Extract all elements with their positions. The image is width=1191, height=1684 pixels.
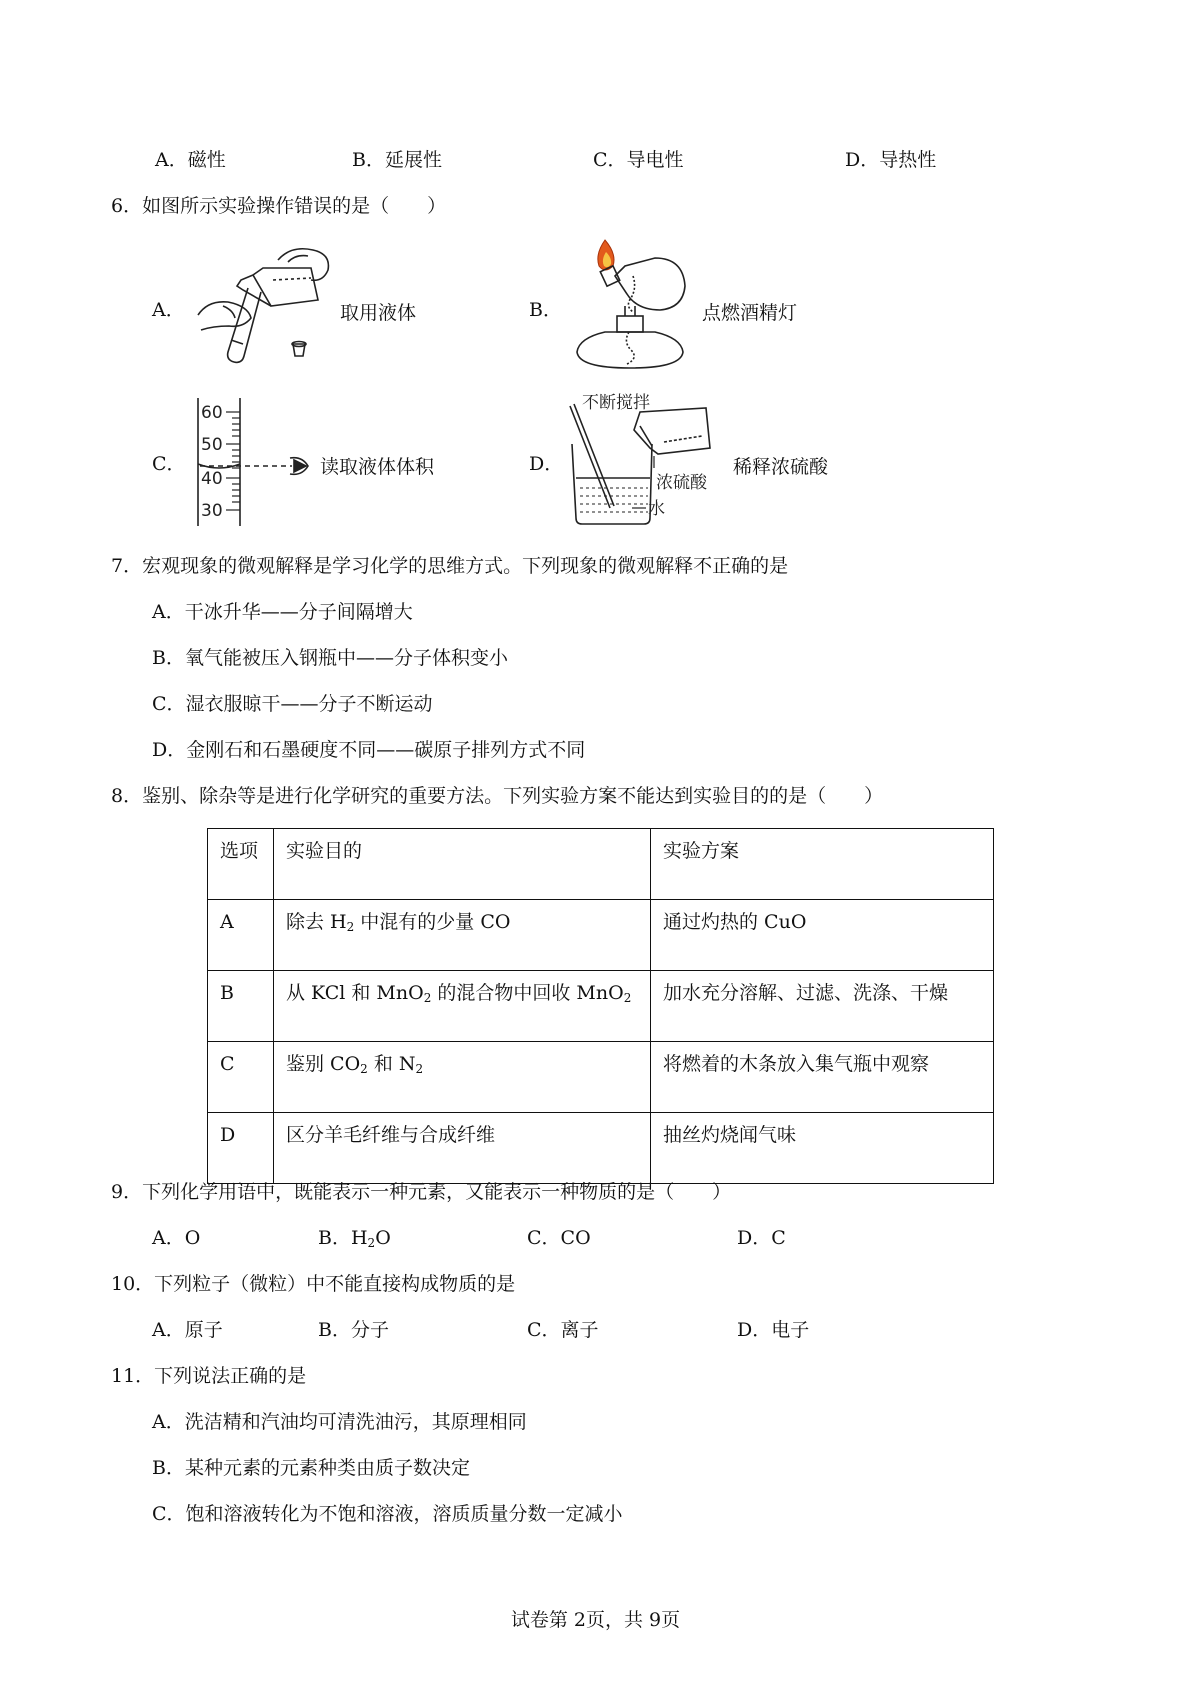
row-plan: 抽丝灼烧闻气味 xyxy=(651,1113,994,1184)
q6-option-d-caption: 稀释浓硫酸 xyxy=(733,456,829,478)
row-option: C xyxy=(208,1042,274,1113)
graduated-cylinder-reading-illustration xyxy=(196,398,326,528)
q6-stem: 6．如图所示实验操作错误的是（ ） xyxy=(111,195,447,217)
cylinder-tick-40: 40 xyxy=(201,469,223,489)
q10-option-d: D．电子 xyxy=(737,1319,810,1341)
water-label: 水 xyxy=(648,499,665,519)
header-purpose: 实验目的 xyxy=(274,829,651,900)
table-row xyxy=(208,1113,994,1184)
q7-stem: 7．宏观现象的微观解释是学习化学的思维方式。下列现象的微观解释不正确的是 xyxy=(111,555,789,577)
q9-option-b: B．$H_2O$ xyxy=(318,1227,391,1250)
concentrated-acid-label: 浓硫酸 xyxy=(656,473,707,493)
row-plan: 将燃着的木条放入集气瓶中观察 xyxy=(651,1042,994,1113)
cylinder-tick-50: 50 xyxy=(201,435,223,455)
q6-option-c-letter: C． xyxy=(152,453,186,475)
q6-option-b-letter: B． xyxy=(529,299,562,321)
q7-option-a: A．干冰升华——分子间隔增大 xyxy=(152,601,413,623)
diluting-sulfuric-acid-illustration xyxy=(568,393,718,528)
q5-option-b: B．延展性 xyxy=(352,149,442,171)
q8-table xyxy=(207,828,994,1184)
row-purpose: 鉴别 $CO_2$ 和 $N_2$ xyxy=(274,1042,651,1113)
q8-stem: 8．鉴别、除杂等是进行化学研究的重要方法。下列实验方案不能达到实验目的的是（ ） xyxy=(111,785,884,807)
q9-stem: 9．下列化学用语中，既能表示一种元素，又能表示一种物质的是（ ） xyxy=(111,1181,732,1203)
pouring-liquid-illustration xyxy=(193,240,343,370)
row-option: B xyxy=(208,971,274,1042)
q9-option-c: C．CO xyxy=(527,1227,591,1249)
q10-option-b: B．分子 xyxy=(318,1319,389,1341)
table-row xyxy=(208,971,994,1042)
q5-option-a: A．磁性 xyxy=(155,149,226,171)
q11-option-b: B．某种元素的元素种类由质子数决定 xyxy=(152,1457,470,1479)
q10-option-c: C．离子 xyxy=(527,1319,599,1341)
row-option: D xyxy=(208,1113,274,1184)
q6-option-a-caption: 取用液体 xyxy=(340,302,417,324)
row-purpose: 区分羊毛纤维与合成纤维 xyxy=(274,1113,651,1184)
table-row xyxy=(208,1042,994,1113)
header-plan: 实验方案 xyxy=(651,829,994,900)
q11-option-c: C．饱和溶液转化为不饱和溶液，溶质质量分数一定减小 xyxy=(152,1503,623,1525)
lighting-alcohol-lamp-illustration xyxy=(565,236,695,371)
q6-option-b-caption: 点燃酒精灯 xyxy=(702,302,798,324)
q5-option-c: C．导电性 xyxy=(593,149,684,171)
table-row xyxy=(208,900,994,971)
q6-option-d-letter: D． xyxy=(529,453,564,475)
q6-option-a-letter: A． xyxy=(152,299,185,321)
table-header-row xyxy=(208,829,994,900)
header-option: 选项 xyxy=(208,829,274,900)
q5-option-d: D．导热性 xyxy=(845,149,937,171)
cylinder-tick-30: 30 xyxy=(201,501,223,521)
q11-option-a: A．洗洁精和汽油均可清洗油污，其原理相同 xyxy=(152,1411,527,1433)
q9-option-a: A．O xyxy=(152,1227,201,1249)
q7-option-c: C．湿衣服晾干——分子不断运动 xyxy=(152,693,433,715)
row-purpose: 除去 $H_2$ 中混有的少量 CO xyxy=(274,900,651,971)
q9-option-d: D．C xyxy=(737,1227,786,1249)
stir-label: 不断搅拌 xyxy=(582,393,650,413)
q11-stem: 11．下列说法正确的是 xyxy=(111,1365,307,1387)
q10-stem: 10．下列粒子（微粒）中不能直接构成物质的是 xyxy=(111,1273,516,1295)
row-plan: 加水充分溶解、过滤、洗涤、干燥 xyxy=(651,971,994,1042)
q7-option-b: B．氧气能被压入钢瓶中——分子体积变小 xyxy=(152,647,508,669)
q7-option-d: D．金刚石和石墨硬度不同——碳原子排列方式不同 xyxy=(152,739,586,761)
page-footer: 试卷第 2页，共 9页 xyxy=(510,1609,681,1631)
cylinder-tick-60: 60 xyxy=(201,403,223,423)
row-purpose: 从 KCl 和 MnO$_2$ 的混合物中回收 MnO$_2$ xyxy=(274,971,651,1042)
row-plan: 通过灼热的 CuO xyxy=(651,900,994,971)
q6-option-c-caption: 读取液体体积 xyxy=(320,456,435,478)
row-option: A xyxy=(208,900,274,971)
q10-option-a: A．原子 xyxy=(152,1319,223,1341)
